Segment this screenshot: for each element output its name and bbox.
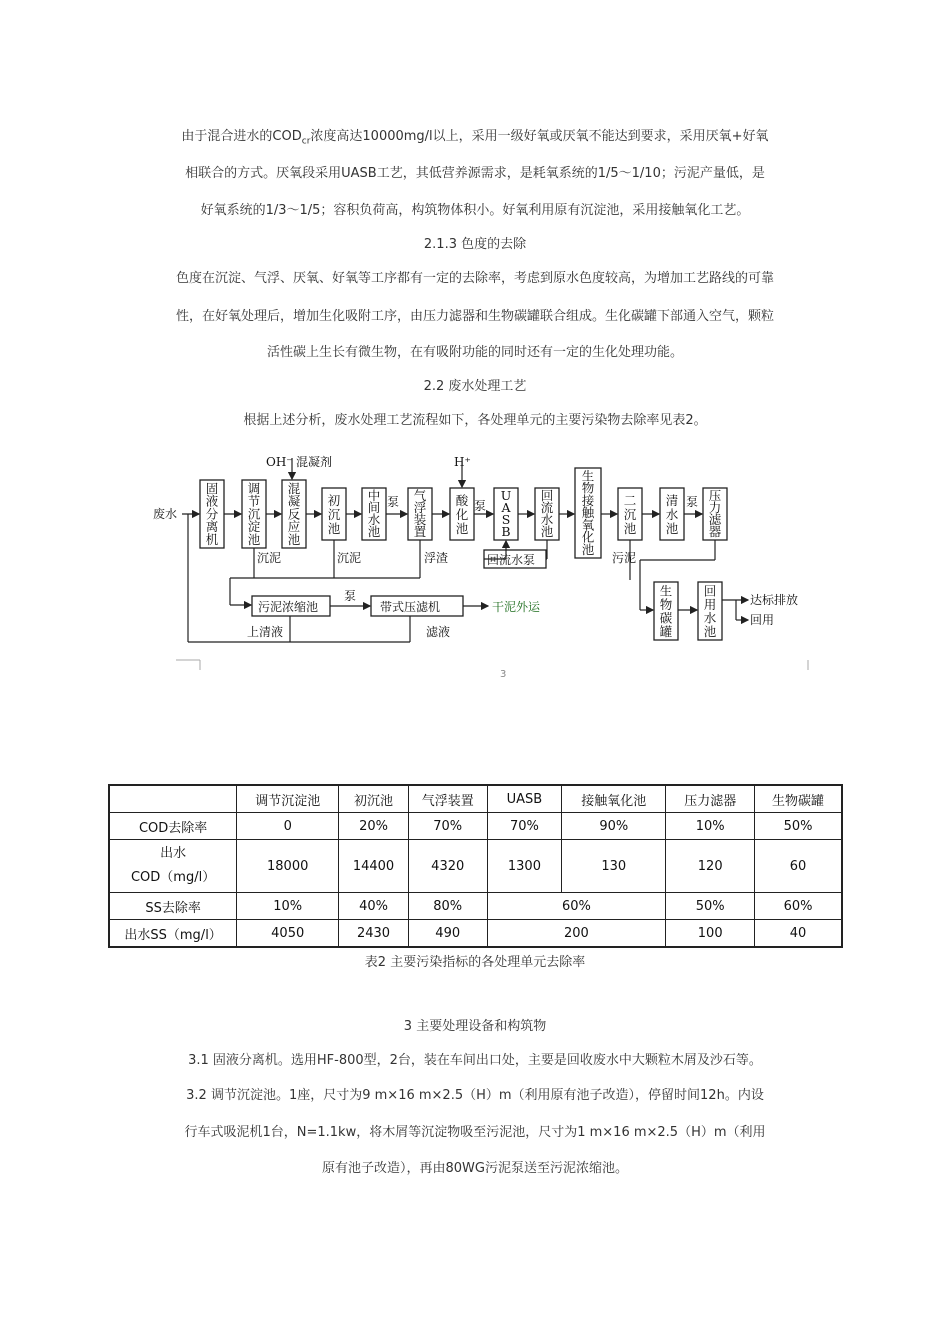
table-header-cell: 初沉池 (339, 785, 409, 813)
table-cell: 10% (237, 893, 339, 920)
table-cell: 4320 (408, 840, 487, 893)
sludge-label-1: 沉泥 (257, 551, 282, 565)
subscript: cr (301, 136, 311, 147)
process-flow-diagram (140, 448, 820, 688)
pump-label-2: 泵 (474, 499, 487, 513)
unit-label-3: 初沉池 (327, 493, 341, 536)
table-cell: 2430 (339, 920, 409, 948)
unit-label-8: 回流水池 (540, 488, 554, 539)
table-row (109, 813, 842, 840)
page-number: 3 (500, 669, 507, 680)
table-header-cell: 生物碳罐 (755, 785, 842, 813)
table-header-cell (109, 785, 237, 813)
unit-label-4: 中间水池 (367, 488, 381, 539)
table-cell (109, 840, 237, 893)
table-cell: 50% (666, 893, 755, 920)
unit-label-11: 清水池 (665, 493, 679, 536)
paragraph-1-line-1: 由于混合进水的$COD_{cr}$浓度高达10000mg/l以上，采用一级好氧或厌氧不能达到要求，采用厌氧+好氧 (181, 129, 769, 147)
h-plus-label: H⁺ (454, 455, 471, 469)
reuse-label: 回用 (750, 613, 775, 627)
section-3-title: 3 主要处理设备和构筑物 (403, 1019, 547, 1034)
table-cell: 10% (666, 813, 755, 840)
table-header-row (109, 785, 842, 813)
table-cell: 14400 (339, 840, 409, 893)
removal-rate-table (108, 784, 843, 948)
section-3-1: 3.1 固液分离机。选用HF-800型，2台，装在车间出口处，主要是回收废水中大颗粒木屑及沙石等。 (188, 1053, 762, 1068)
table-row (109, 893, 842, 920)
table-cell: 90% (562, 813, 666, 840)
paragraph-1-line-3: 好氧系统的1/3～1/5；容积负荷高，构筑物体积小。好氧利用原有沉淀池，采用接触氧化工艺。 (200, 203, 750, 218)
section-3-2-line-1: 3.2 调节沉淀池。1座，尺寸为9 m×16 m×2.5（H）m（利用原有池子改造），停留时间12h。内设 (186, 1088, 764, 1103)
table-cell: 出水SS（mg/l） (109, 920, 237, 948)
table-cell: 4050 (237, 920, 339, 948)
table-caption: 表2 主要污染指标的各处理单元去除率 (364, 955, 586, 970)
paragraph-3: 根据上述分析，废水处理工艺流程如下，各处理单元的主要污染物去除率见表2。 (243, 413, 707, 428)
table-row (109, 920, 842, 948)
table-cell: 70% (408, 813, 487, 840)
table-row (109, 840, 842, 893)
table-cell: 1300 (487, 840, 562, 893)
table-cell: 20% (339, 813, 409, 840)
table-cell: 120 (666, 840, 755, 893)
return-pump-label: 回流水泵 (487, 553, 536, 567)
coagulant-label: 混凝剂 (296, 455, 333, 469)
table-cell: 100 (666, 920, 755, 948)
row-label-line-2: COD（mg/l） (130, 870, 216, 885)
table-header-cell: UASB (487, 785, 562, 813)
table-cell: 50% (755, 813, 842, 840)
paragraph-2-line-1: 色度在沉淀、气浮、厌氧、好氧等工序都有一定的去除率，考虑到原水色度较高，为增加工艺路线的可靠 (175, 271, 774, 286)
heading-2-2: 2.2 废水处理工艺 (423, 379, 527, 394)
paragraph-1-line-2: 相联合的方式。厌氧段采用UASB工艺，其低营养源需求，是耗氧系统的1/5～1/10；污泥产量低，是 (185, 166, 765, 181)
table-cell: 60% (487, 893, 666, 920)
table-header-cell: 气浮装置 (408, 785, 487, 813)
unit-label-9: 生物接触氧化池 (581, 468, 595, 557)
table-cell: 80% (408, 893, 487, 920)
input-label: 废水 (153, 507, 178, 521)
paragraph-2-line-2: 性，在好氧处理后，增加生化吸附工序，由压力滤器和生物碳罐联合组成。生化碳罐下部通入空气，颗粒 (175, 309, 774, 324)
unit-label-2: 混凝反应池 (287, 480, 301, 547)
pump-label-4: 泵 (344, 589, 357, 603)
pump-label-1: 泵 (387, 495, 400, 509)
dry-sludge-label: 干泥外运 (492, 600, 541, 614)
table-header-cell: 调节沉淀池 (237, 785, 339, 813)
table-cell: 60 (755, 840, 842, 893)
supernatant-label: 上清液 (247, 625, 284, 639)
discharge-label: 达标排放 (750, 593, 799, 607)
table-cell: 490 (408, 920, 487, 948)
table-cell: 0 (237, 813, 339, 840)
filtrate-label: 滤液 (426, 625, 451, 639)
unit-label-0: 固液分离机 (205, 480, 219, 547)
table-cell: 40 (755, 920, 842, 948)
bio-carbon-tank-label: 生物碳罐 (659, 583, 673, 639)
table-cell: 60% (755, 893, 842, 920)
paragraph-2-line-3: 活性碳上生长有微生物，在有吸附功能的同时还有一定的生化处理功能。 (266, 345, 683, 360)
table-cell: 130 (562, 840, 666, 893)
oh-label: OH⁻ (266, 455, 293, 469)
pump-label-3: 泵 (686, 495, 699, 509)
table-cell: SS去除率 (109, 893, 237, 920)
table-cell: 40% (339, 893, 409, 920)
heading-2-1-3: 2.1.3 色度的去除 (423, 237, 527, 252)
sludge-label-3: 污泥 (612, 551, 637, 565)
float-label: 浮渣 (424, 551, 449, 565)
unit-label-6: 酸化池 (455, 493, 469, 536)
unit-label-7: U A S B (500, 488, 512, 539)
reuse-tank-label: 回用水池 (703, 583, 717, 639)
unit-label-10: 二沉池 (623, 493, 637, 536)
table-cell: 70% (487, 813, 562, 840)
unit-label-5: 气浮装置 (413, 488, 427, 539)
row-label-line-1: 出水 (160, 846, 187, 861)
section-3-2-line-2: 行车式吸泥机1台，N=1.1kw，将木屑等沉淀物吸至污泥池，尺寸为1 m×16 m×2.5（H）m（利用 (184, 1125, 766, 1140)
table-header-cell: 压力滤器 (666, 785, 755, 813)
unit-label-12: 压力滤器 (708, 488, 722, 539)
belt-filter-label: 带式压滤机 (380, 600, 441, 614)
table-cell: 18000 (237, 840, 339, 893)
thickener-label: 污泥浓缩池 (258, 600, 319, 614)
sludge-label-2: 沉泥 (337, 551, 362, 565)
table-header-cell: 接触氧化池 (562, 785, 666, 813)
section-3-2-line-3: 原有池子改造），再由80WG污泥泵送至污泥浓缩池。 (322, 1161, 628, 1176)
table-cell: 200 (487, 920, 666, 948)
unit-label-1: 调节沉淀池 (247, 480, 261, 547)
table-cell: COD去除率 (109, 813, 237, 840)
